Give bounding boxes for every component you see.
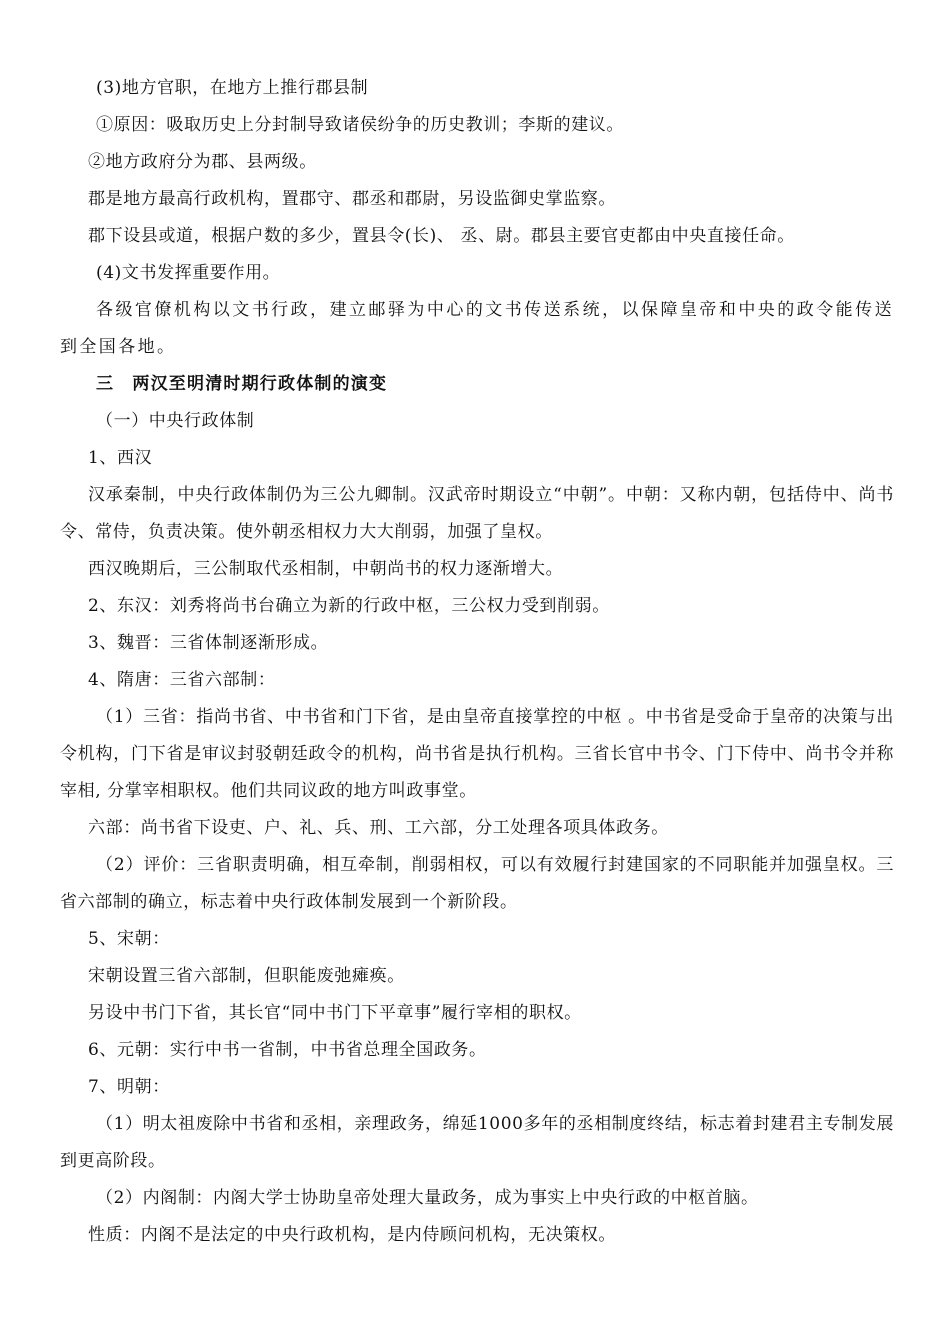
section-documents: (4)文书发挥重要作用。 <box>96 263 281 283</box>
cabinet-nature-paragraph: 性质：内阁不是法定的中央行政机构，是内侍顾问机构，无决策权。 <box>88 1225 616 1245</box>
item-sui-tang: 4、隋唐：三省六部制： <box>88 670 276 690</box>
song-paragraph-1: 宋朝设置三省六部制，但职能废弛瘫痪。 <box>88 966 405 986</box>
document-body <box>60 70 894 1254</box>
late-western-han-paragraph: 西汉晚期后，三公制取代丞相制，中朝尚书的权力逐渐增大。 <box>88 559 564 579</box>
song-paragraph-2: 另设中书门下省，其长官“同中书门下平章事”履行宰相的职权。 <box>88 1003 582 1023</box>
ming-paragraph-1: （1）明太祖废除中书省和丞相，亲理政务，绵延1000多年的丞相制度终结，标志着封建君主专制发展到更高阶段。 <box>60 1114 894 1171</box>
subsection-central-admin: （一）中央行政体制 <box>96 411 255 431</box>
two-levels-item: ②地方政府分为郡、县两级。 <box>88 152 317 172</box>
item-ming: 7、明朝： <box>88 1077 170 1097</box>
item-wei-jin: 3、魏晋：三省体制逐渐形成。 <box>88 633 329 653</box>
item-eastern-han: 2、东汉：刘秀将尚书台确立为新的行政中枢，三公权力受到削弱。 <box>88 596 610 616</box>
county-paragraph: 郡下设县或道，根据户数的多少，置县令(长)、 丞、尉。郡县主要官吏都由中央直接任命。 <box>88 226 795 246</box>
section-local-officials: (3)地方官职，在地方上推行郡县制 <box>96 78 369 98</box>
item-song: 5、宋朝： <box>88 929 170 949</box>
item-western-han: 1、西汉 <box>88 448 153 468</box>
documents-paragraph: 各级官僚机构以文书行政，建立邮驿为中心的文书传送系统，以保障皇帝和中央的政令能传送到全国各地。 <box>60 300 894 357</box>
evaluation-paragraph: （2）评价：三省职责明确，相互牵制，削弱相权，可以有效履行封建国家的不同职能并加强皇权。三省六部制的确立，标志着中央行政体制发展到一个新阶段。 <box>60 855 894 912</box>
commandery-paragraph: 郡是地方最高行政机构，置郡守、郡丞和郡尉，另设监御史掌监察。 <box>88 189 616 209</box>
six-ministries-paragraph: 六部：尚书省下设吏、户、礼、兵、刑、工六部，分工处理各项具体政务。 <box>88 818 669 838</box>
three-departments-paragraph: （1）三省：指尚书省、中书省和门下省，是由皇帝直接掌控的中枢 。中书省是受命于皇帝的决策与出令机构，门下省是审议封驳朝廷政令的机构，尚书省是执行机构。三省长官中书令、门下侍中、尚书令并称宰相, 分掌宰相职权。他们共同议政的地方叫政事堂。 <box>60 707 894 801</box>
reason-item: ①原因：吸取历史上分封制导致诸侯纷争的历史教训；李斯的建议。 <box>96 115 624 135</box>
ming-paragraph-2: （2）内阁制：内阁大学士协助皇帝处理大量政务，成为事实上中央行政的中枢首脑。 <box>96 1188 759 1208</box>
item-yuan: 6、元朝：实行中书一省制，中书省总理全国政务。 <box>88 1040 487 1060</box>
western-han-paragraph: 汉承秦制，中央行政体制仍为三公九卿制。汉武帝时期设立“中朝”。中朝：又称内朝，包括侍中、尚书令、常侍，负责决策。使外朝丞相权力大大削弱，加强了皇权。 <box>60 485 894 542</box>
chapter-heading: 三 两汉至明清时期行政体制的演变 <box>96 374 388 394</box>
